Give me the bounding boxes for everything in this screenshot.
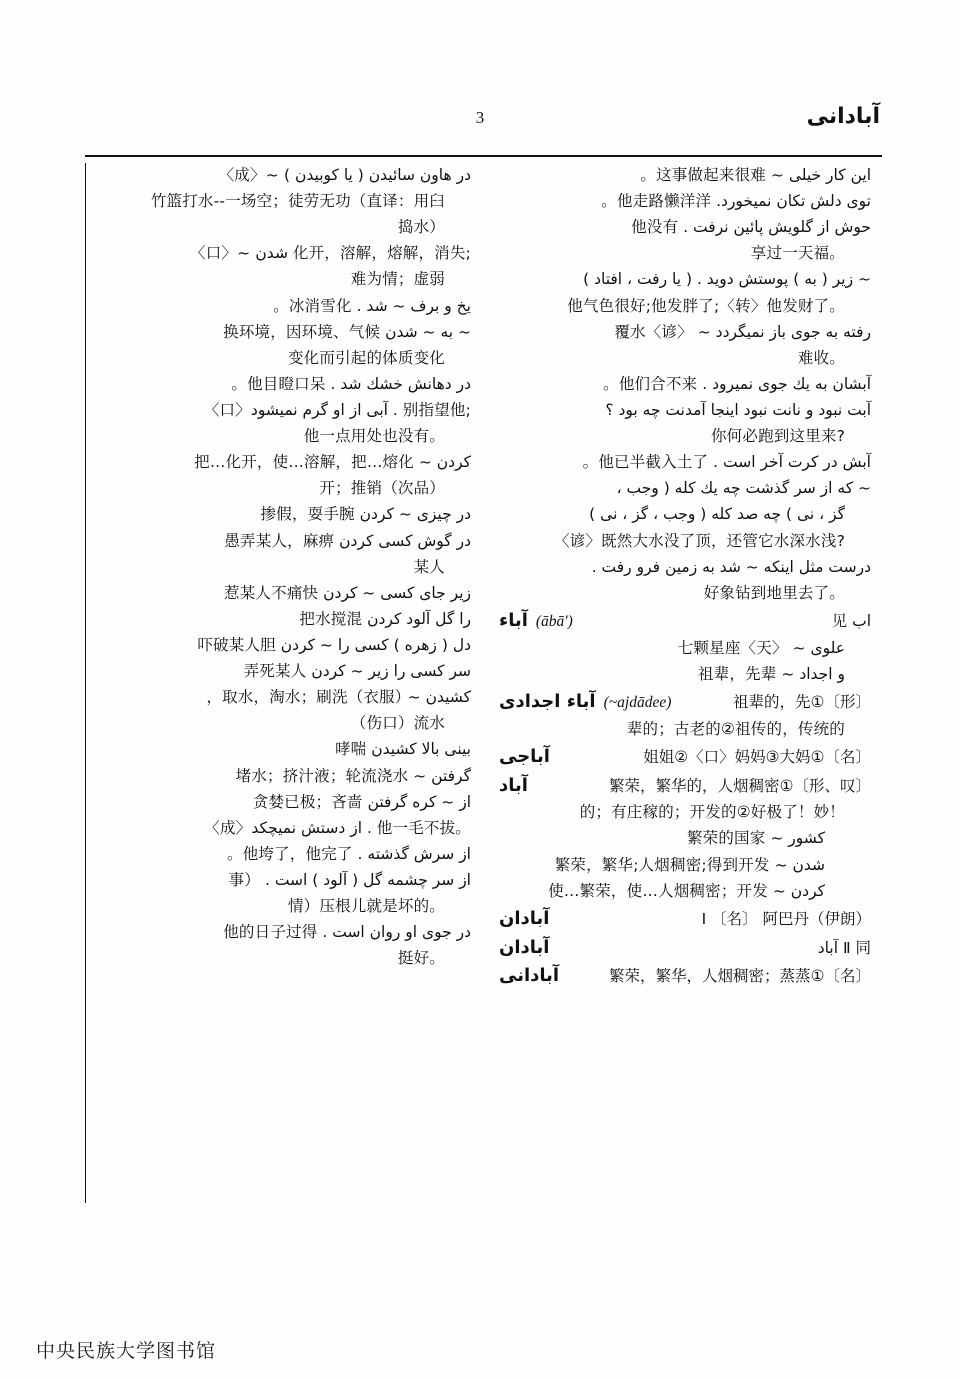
entry-transliteration: (~ajdādee): [603, 693, 672, 711]
entry-line: 〈谚〉既然大水没了顶，还管它水深水浅?: [553, 531, 845, 550]
entry-definition: 〔形、叹〕①繁荣，繁华的，人烟稠密: [609, 776, 871, 795]
entry-headword: آبادان: [499, 936, 550, 958]
entry-line: آبش در کرت آخر است . 他已半截入土了。: [582, 453, 871, 472]
entry-line: زیر جای کسی ~ کردن 惹某人不痛快: [224, 583, 471, 602]
page-number: 3: [475, 108, 485, 127]
entry-line: شدن ~ 繁荣，繁华;人烟稠密;得到开发: [554, 855, 825, 874]
entry-line: 变化而引起的体质变化: [287, 348, 445, 367]
entry-line: 〈口〉~ شدن 化开，溶解，熔解，消失;: [190, 244, 471, 263]
entry-line: ~ به ~ شدن 换环境，因环境、气候: [223, 322, 471, 341]
entry-line: دل ( زهره ) کسی را ~ کردن 吓破某人胆: [197, 635, 471, 654]
entry-line: رفته به جوی باز نمیگردد ~ 〈谚〉覆水: [614, 322, 871, 341]
entry-line: 辈的；古老的②祖传的，传统的: [626, 719, 845, 738]
entry-line: 的；有庄稼的；开发的②好极了！妙！: [579, 803, 845, 822]
entry-headword: آباد: [499, 774, 528, 796]
entry-line: این کار خیلی ~ 这事做起来很难。: [640, 166, 871, 184]
entry-line: 好象钻到地里去了。: [703, 583, 845, 602]
entry-line: یخ و برف ~ شد . 冰消雪化。: [273, 296, 471, 315]
entry-line: کشور ~ 繁荣的国家: [686, 829, 825, 848]
entry-line: 他一点用处也没有。: [303, 427, 445, 446]
running-head: آبادانى: [806, 104, 880, 129]
entry-line: حوش از گلویش پائین نرفت . 他没有: [631, 218, 871, 237]
entry-definition: 〔名〕①繁荣，繁华，人烟稠密；蒸蒸: [609, 967, 871, 986]
entry-line: 享过一天福。: [750, 244, 845, 263]
entry-line: را گل آلود کردن 把水搅混: [299, 609, 471, 628]
entry-headword: آباجى: [499, 745, 550, 767]
dictionary-entry: [499, 688, 871, 717]
library-stamp: 中央民族大学图书馆: [36, 1340, 217, 1362]
entry-line: 难收。: [797, 348, 845, 367]
entry-line: 〈口〉آبی از او گرم نمیشود . 别指望他;: [203, 400, 471, 419]
entry-headword: آبادانى: [499, 965, 560, 987]
entry-definition: 〔名〕①姐姐②〈口〉妈妈③大妈: [643, 747, 871, 766]
entry-line: از ~ کره گرفتن 贪婪已极；吝啬: [252, 792, 471, 811]
dictionary-entry: [499, 934, 871, 963]
entry-line: کردن ~ 使…繁荣，使…人烟稠密；开发: [548, 881, 825, 900]
page-header: [80, 104, 880, 142]
entry-definition: اب 见: [831, 611, 871, 630]
entry-line: ~ زیر ( به ) پوستش دوید . ( یا رفت ، افتاد ): [583, 270, 871, 289]
entry-definition: Ⅰ 〔名〕 阿巴丹（伊朗）: [701, 909, 871, 928]
entry-line: و اجداد ~ 祖辈，先辈: [697, 664, 845, 683]
entry-line: درست مثل اینکه ~ شد به زمین فرو رفت .: [591, 557, 871, 576]
entry-line: در گوش کسی کردن 愚弄某人，麻痹: [224, 531, 471, 550]
entry-line: از سر چشمه گل ( آلود ) است . （事: [228, 870, 471, 889]
right-text-column: [485, 163, 885, 1203]
entry-line: کردن ~ 把…化开，使…溶解，把…熔化: [194, 453, 471, 472]
entry-definition: Ⅱ 同 آباد: [817, 938, 871, 957]
entry-line: در دهانش خشك شد . 他目瞪口呆。: [231, 374, 471, 393]
entry-line: 开；推销（次品）: [319, 479, 445, 498]
entry-line: 挺好。: [397, 949, 445, 968]
left-text-column: [85, 163, 485, 1203]
dictionary-entry: [499, 905, 871, 934]
entry-headword: آبادان: [499, 907, 550, 929]
dictionary-entry: [499, 607, 871, 636]
entry-headword: آباء: [499, 609, 528, 631]
dictionary-entry: [499, 743, 871, 772]
entry-line: توی دلش تکان نمیخورد. 他走路懒洋洋。: [601, 192, 871, 211]
entry-line: 某人: [413, 557, 445, 576]
dictionary-entry: [499, 962, 871, 991]
entry-definition: 〔形〕①祖辈的，先: [733, 692, 871, 711]
entry-line: 〈成〉از دستش نمیچکد . 他一毛不拔。: [204, 818, 471, 837]
entry-line: کشیدن ~ 取水，淘水；刷洗（衣服），: [206, 688, 471, 707]
entry-line: آبت نبود و نانت نبود اینجا آمدنت چه بود ؟: [605, 400, 871, 419]
entry-line: 情）压根儿就是坏的。: [287, 897, 445, 916]
entry-line: در جوی او روان است . 他的日子过得: [223, 923, 471, 942]
entry-line: سر کسی را زیر ~ کردن 弄死某人: [243, 662, 471, 681]
entry-headword: آباء اجدادى: [499, 690, 596, 712]
entry-line: علوی ~ 〈天〉七颗星座: [677, 638, 845, 657]
entry-line: گز ، نی ) چه صد کله ( وجب ، گز ، نی ): [589, 505, 845, 524]
entry-line: بینی بالا کشیدن 哮喘: [334, 740, 471, 759]
entry-line: 〈成〉~ در هاون سائیدن ( یا کوبیدن ): [218, 166, 471, 184]
dictionary-entry: [499, 772, 871, 801]
header-divider: [85, 155, 882, 157]
entry-line: 他气色很好;他发胖了;〈转〉他发财了。: [567, 296, 845, 315]
entry-line: آبشان به یك جوی نمیرود . 他们合不来。: [603, 374, 871, 393]
entry-line: از سرش گذشته . 他垮了，他完了。: [227, 844, 471, 863]
entry-line: 捣水）: [397, 218, 445, 237]
entry-line: （伤口）流水: [350, 714, 445, 733]
entry-line: 难为情；虚弱: [350, 270, 445, 289]
entry-line: ~ که از سر گذشت چه یك کله ( وجب ،: [616, 479, 871, 498]
entry-transliteration: (ābā'): [535, 612, 573, 630]
column-container: [85, 163, 885, 1203]
entry-line: 你何必跑到这里来?: [710, 427, 845, 446]
entry-line: گرفتن ~ 堵水；挤汁液；轮流浇水: [235, 766, 471, 785]
entry-line: در چیزی ~ کردن 掺假，耍手腕: [260, 505, 471, 524]
entry-line: 竹篮打水--一场空；徒劳无功（直译：用臼: [150, 192, 445, 211]
